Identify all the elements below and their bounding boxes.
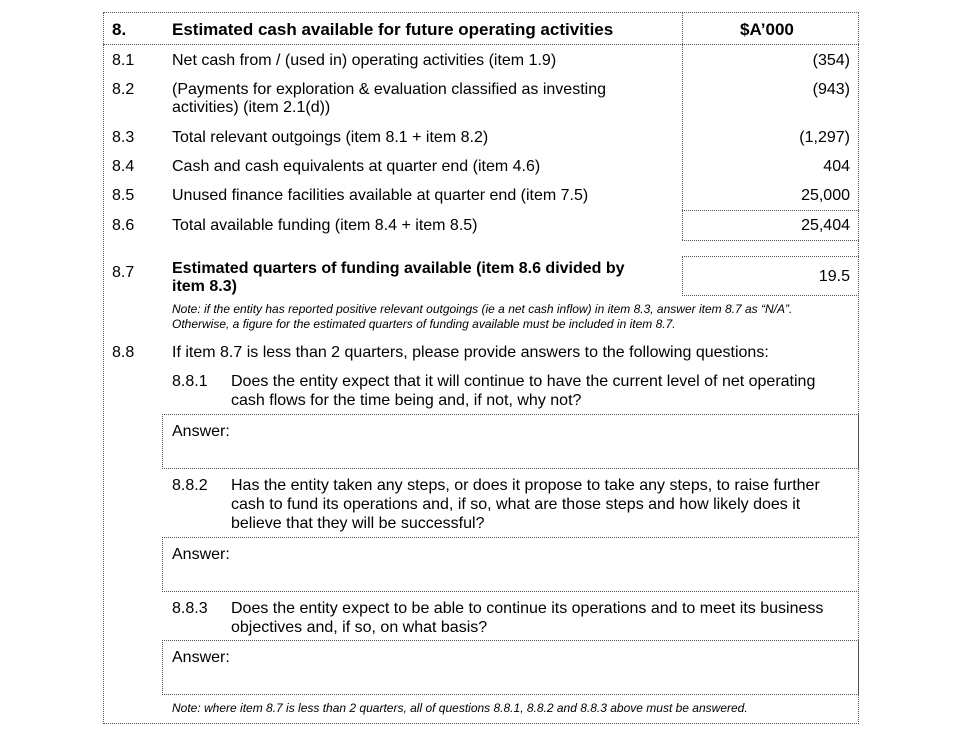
value-column-divider (682, 12, 683, 240)
row-number: 8.4 (112, 158, 135, 175)
question-text-line1: Has the entity taken any steps, or does it propose to take any steps, to raise further (231, 477, 820, 494)
item-number: 8.8 (112, 344, 135, 361)
row-value: 404 (823, 158, 850, 175)
item87-label-line1: Estimated quarters of funding available (item 8.6 divided by (172, 260, 625, 277)
total-top-rule (682, 210, 859, 211)
section-title: Estimated cash available for future operating activities (172, 20, 614, 39)
header-divider (103, 44, 859, 45)
question-text-line2: cash flows for the time being and, if not, why not? (231, 392, 582, 409)
row-value: (943) (812, 81, 850, 98)
section-number: 8. (112, 20, 127, 39)
question-text-line1: Does the entity expect that it will continue to have the current level of net operating (231, 373, 816, 390)
row-label-line2: activities) (item 2.1(d)) (172, 99, 331, 116)
question-text-line2: cash to fund its operations and, if so, what are those steps and how likely does it (231, 496, 801, 513)
question-number: 8.8.3 (172, 600, 208, 617)
row-label: Net cash from / (used in) operating activities (item 1.9) (172, 52, 557, 69)
row-label: Total available funding (item 8.4 + item 8.5) (172, 217, 478, 234)
row-label: Cash and cash equivalents at quarter end (item 4.6) (172, 158, 541, 175)
answer-label: Answer: (172, 649, 230, 666)
row-number: 8.2 (112, 81, 135, 98)
row-value: 25,000 (801, 187, 850, 204)
answer-box-882[interactable] (162, 537, 859, 592)
row-value: (1,297) (799, 129, 850, 146)
row-value: 25,404 (801, 217, 850, 234)
total-bottom-rule (682, 240, 859, 241)
question-number: 8.8.2 (172, 477, 208, 494)
answer-box-881[interactable] (162, 414, 859, 469)
answer-box-883[interactable] (162, 640, 859, 695)
row-value: (354) (812, 52, 850, 69)
item87-note-line1: Note: if the entity has reported positive relevant outgoings (ie a net cash inflow) in item 8.3, answer item 8.7 as “N/A”. (172, 302, 793, 316)
item88-intro: If item 8.7 is less than 2 quarters, please provide answers to the following questions: (172, 344, 769, 361)
row-number: 8.3 (112, 129, 135, 146)
row-number: 8.6 (112, 217, 135, 234)
question-number: 8.8.1 (172, 373, 208, 390)
item87-value: 19.5 (818, 268, 850, 285)
row-label-line1: (Payments for exploration & evaluation classified as investing (172, 81, 606, 98)
unit-header: $A’000 (740, 20, 794, 39)
question-text-line1: Does the entity expect to be able to continue its operations and to meet its business (231, 600, 824, 617)
answer-label: Answer: (172, 423, 230, 440)
answer-label: Answer: (172, 546, 230, 563)
question-text-line3: believe that they will be successful? (231, 515, 485, 532)
item-number: 8.7 (112, 264, 135, 281)
row-label: Total relevant outgoings (item 8.1 + item 8.2) (172, 129, 489, 146)
row-number: 8.1 (112, 52, 135, 69)
row-label: Unused finance facilities available at quarter end (item 7.5) (172, 187, 589, 204)
row-number: 8.5 (112, 187, 135, 204)
item87-label-line2: item 8.3) (172, 278, 237, 295)
item87-note-line2: Otherwise, a figure for the estimated quarters of funding available must be included in item 8.7. (172, 317, 676, 331)
question-text-line2: objectives and, if so, on what basis? (231, 619, 488, 636)
footer-note: Note: where item 8.7 is less than 2 quarters, all of questions 8.8.1, 8.8.2 and 8.8.3 above must be answered. (172, 701, 748, 715)
